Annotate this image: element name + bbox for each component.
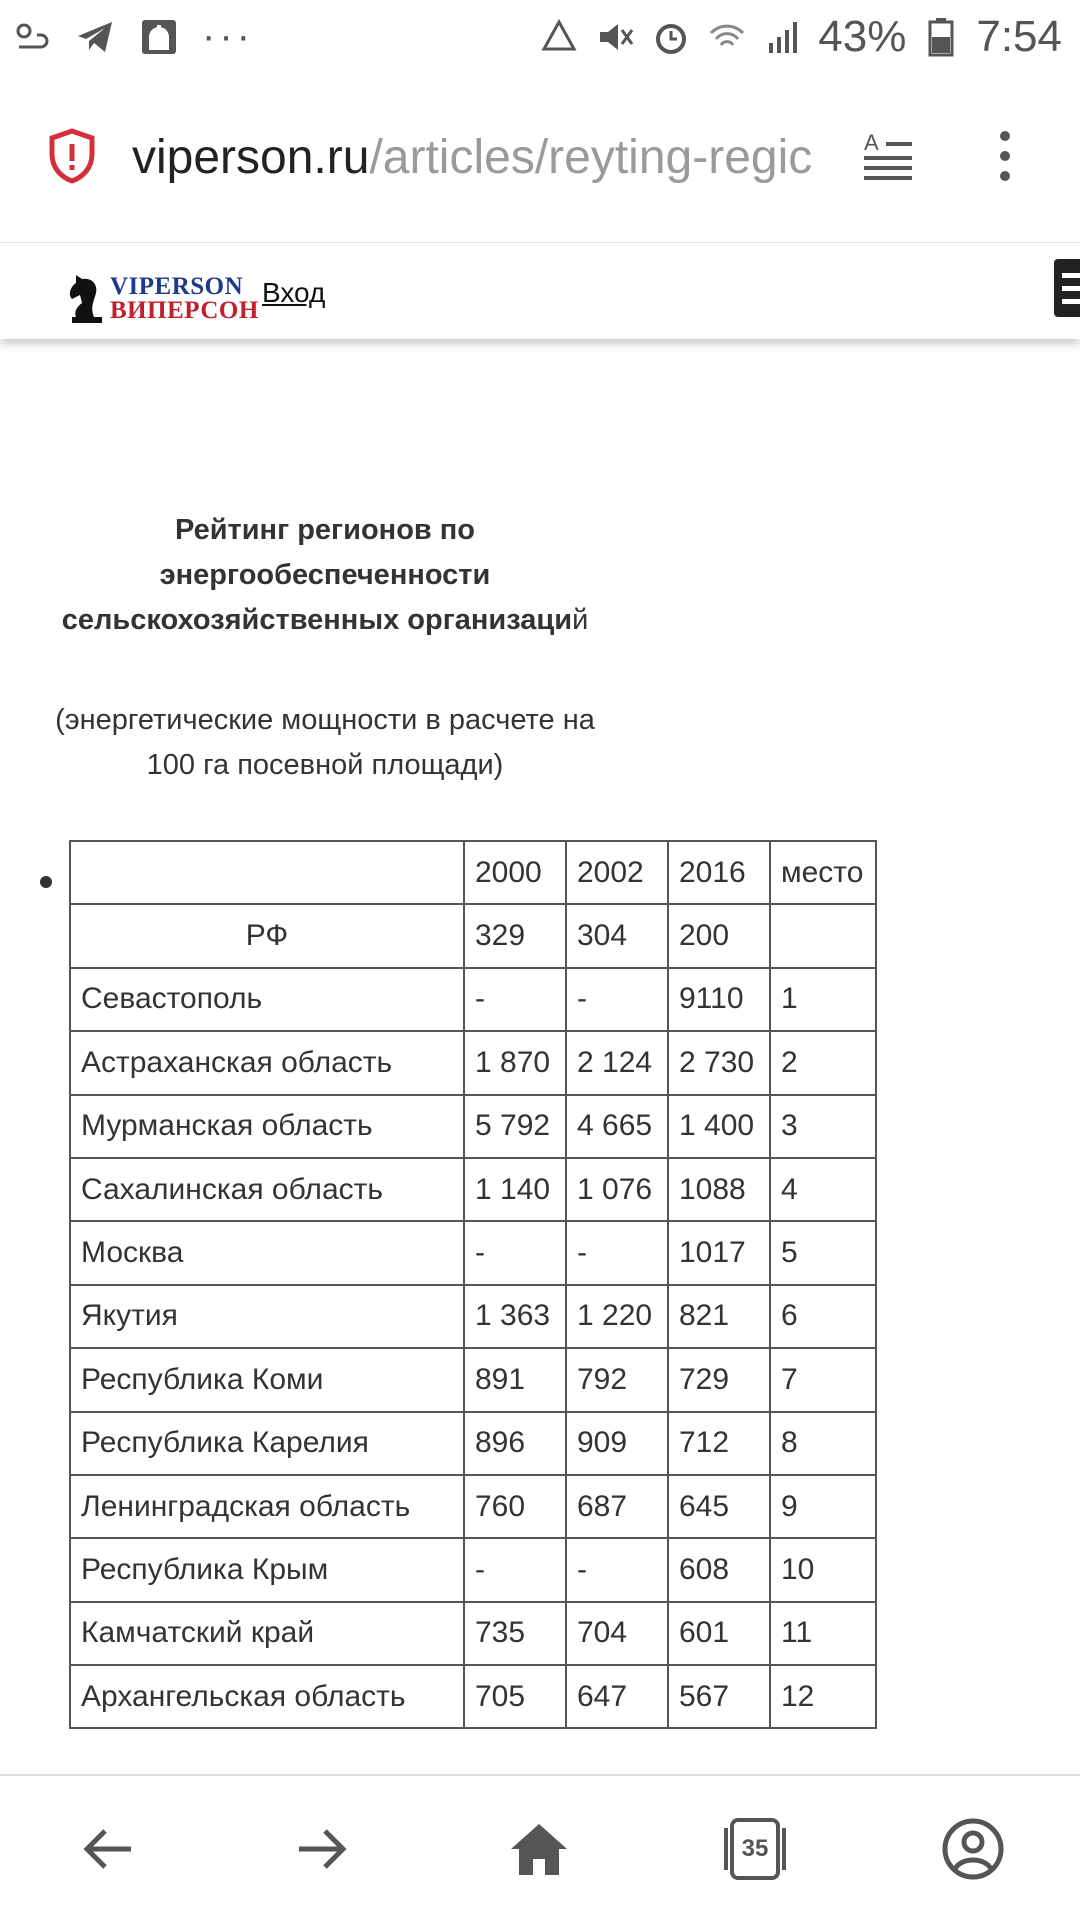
- table-row: [70, 904, 876, 967]
- table-header-region: [70, 841, 464, 904]
- table-row: [70, 1602, 876, 1665]
- profile-button[interactable]: [938, 1814, 1008, 1884]
- value-cell: 1 220: [566, 1285, 668, 1348]
- status-left-icons: [10, 14, 254, 59]
- security-shield-icon[interactable]: [48, 128, 96, 189]
- table-row: [70, 1221, 876, 1284]
- value-cell: 712: [668, 1412, 770, 1475]
- value-cell: 329: [464, 904, 566, 967]
- table-row: [70, 1412, 876, 1475]
- browser-menu-icon[interactable]: [990, 128, 1020, 189]
- table-header-cell: 2000: [464, 841, 566, 904]
- clock: 7:54: [976, 12, 1062, 61]
- value-cell: 5 792: [464, 1095, 566, 1158]
- region-cell: Якутия: [70, 1285, 464, 1348]
- table-header-cell: 2002: [566, 841, 668, 904]
- table-row: [70, 968, 876, 1031]
- recycle-icon: [538, 16, 580, 58]
- article-title: [40, 508, 610, 643]
- value-cell: 4 665: [566, 1095, 668, 1158]
- wifi-icon: [706, 16, 748, 58]
- value-cell: 705: [464, 1665, 566, 1728]
- rank-cell: 9: [770, 1475, 876, 1538]
- table-row: [70, 1348, 876, 1411]
- svg-text:A: A: [864, 130, 879, 155]
- value-cell: 1 870: [464, 1031, 566, 1094]
- value-cell: 821: [668, 1285, 770, 1348]
- value-cell: 735: [464, 1602, 566, 1665]
- region-cell: Камчатский край: [70, 1602, 464, 1665]
- region-cell: Архангельская область: [70, 1665, 464, 1728]
- tab-count: 35: [741, 1835, 769, 1862]
- table-row: [70, 1538, 876, 1601]
- value-cell: 2 124: [566, 1031, 668, 1094]
- value-cell: 1017: [668, 1221, 770, 1284]
- status-bar: [0, 0, 1080, 78]
- status-right-icons: [538, 12, 1062, 62]
- mute-icon: [594, 16, 636, 58]
- region-cell: Ленинградская область: [70, 1475, 464, 1538]
- value-cell: 200: [668, 904, 770, 967]
- value-cell: 687: [566, 1475, 668, 1538]
- region-cell: Севастополь: [70, 968, 464, 1031]
- table-row: [70, 1158, 876, 1221]
- rank-cell: 8: [770, 1412, 876, 1475]
- login-link[interactable]: Вход: [262, 277, 326, 308]
- value-cell: 647: [566, 1665, 668, 1728]
- battery-icon: [920, 16, 962, 58]
- rank-cell: 6: [770, 1285, 876, 1348]
- region-cell: Республика Карелия: [70, 1412, 464, 1475]
- rank-cell: 2: [770, 1031, 876, 1094]
- value-cell: -: [464, 1538, 566, 1601]
- region-cell: РФ: [70, 904, 464, 967]
- value-cell: 1 400: [668, 1095, 770, 1158]
- value-cell: -: [566, 1538, 668, 1601]
- region-cell: Сахалинская область: [70, 1158, 464, 1221]
- region-cell: Республика Крым: [70, 1538, 464, 1601]
- value-cell: 896: [464, 1412, 566, 1475]
- mosque-app-icon: [138, 16, 180, 58]
- url-field[interactable]: [132, 130, 832, 185]
- value-cell: 792: [566, 1348, 668, 1411]
- table-header-cell: место: [770, 841, 876, 904]
- value-cell: -: [464, 1221, 566, 1284]
- forward-button[interactable]: [288, 1814, 358, 1884]
- article-title-bold: Рейтинг регионов по энергообеспеченности сельскохозяйственных организаци: [61, 514, 573, 636]
- value-cell: -: [566, 968, 668, 1031]
- site-header: [0, 242, 1080, 339]
- value-cell: 891: [464, 1348, 566, 1411]
- table-row: [70, 1665, 876, 1728]
- value-cell: 601: [668, 1602, 770, 1665]
- knight-logo-icon: [64, 273, 108, 327]
- rank-cell: 5: [770, 1221, 876, 1284]
- rank-cell: 7: [770, 1348, 876, 1411]
- home-icon: [509, 1821, 569, 1877]
- value-cell: 909: [566, 1412, 668, 1475]
- rank-cell: 4: [770, 1158, 876, 1221]
- value-cell: 704: [566, 1602, 668, 1665]
- tabs-button[interactable]: [718, 1814, 792, 1884]
- value-cell: 567: [668, 1665, 770, 1728]
- rank-cell: 11: [770, 1602, 876, 1665]
- signal-icon: [762, 16, 804, 58]
- rank-cell: 12: [770, 1665, 876, 1728]
- url-path: /articles/reyting-regic: [369, 131, 813, 184]
- reader-mode-icon[interactable]: [862, 130, 914, 185]
- table-header-row: [70, 841, 876, 904]
- account-icon: [941, 1817, 1005, 1881]
- value-cell: 9110: [668, 968, 770, 1031]
- arrow-left-icon: [79, 1825, 135, 1873]
- list-bullet: [40, 876, 52, 888]
- table-row: [70, 1095, 876, 1158]
- region-cell: Астраханская область: [70, 1031, 464, 1094]
- alarm-icon: [650, 16, 692, 58]
- value-cell: -: [566, 1221, 668, 1284]
- telegram-icon: [74, 16, 116, 58]
- weather-icon: [10, 16, 52, 58]
- rank-cell: [770, 904, 876, 967]
- ranking-table: [69, 840, 877, 1729]
- value-cell: 1 076: [566, 1158, 668, 1221]
- logo-text-latin: VIPERSON: [110, 273, 244, 300]
- viperson-logo[interactable]: [64, 273, 259, 327]
- rank-cell: 10: [770, 1538, 876, 1601]
- rank-cell: 3: [770, 1095, 876, 1158]
- region-cell: Москва: [70, 1221, 464, 1284]
- value-cell: 729: [668, 1348, 770, 1411]
- logo-text-cyrillic: ВИПЕРСОН: [110, 297, 259, 324]
- region-cell: Республика Коми: [70, 1348, 464, 1411]
- value-cell: 760: [464, 1475, 566, 1538]
- table-row: [70, 1285, 876, 1348]
- battery-percent: 43%: [818, 12, 907, 61]
- arrow-right-icon: [295, 1825, 351, 1873]
- value-cell: 2 730: [668, 1031, 770, 1094]
- region-cell: Мурманская область: [70, 1095, 464, 1158]
- table-header-cell: 2016: [668, 841, 770, 904]
- url-host: viperson.ru: [132, 131, 370, 184]
- address-bar: [0, 78, 1080, 238]
- article-title-tail: й: [572, 604, 589, 636]
- bottom-navigation: [0, 1774, 1080, 1922]
- value-cell: 645: [668, 1475, 770, 1538]
- article-subtitle: (энергетические мощности в расчете на 100 га посевной площади): [55, 704, 595, 781]
- value-cell: -: [464, 968, 566, 1031]
- value-cell: 304: [566, 904, 668, 967]
- table-row: [70, 1031, 876, 1094]
- home-button[interactable]: [504, 1814, 574, 1884]
- value-cell: 608: [668, 1538, 770, 1601]
- table-row: [70, 1475, 876, 1538]
- value-cell: 1088: [668, 1158, 770, 1221]
- more-dots-icon: ···: [202, 14, 254, 58]
- value-cell: 1 363: [464, 1285, 566, 1348]
- value-cell: 1 140: [464, 1158, 566, 1221]
- back-button[interactable]: [72, 1814, 142, 1884]
- hamburger-menu-icon[interactable]: [1054, 259, 1080, 317]
- rank-cell: 1: [770, 968, 876, 1031]
